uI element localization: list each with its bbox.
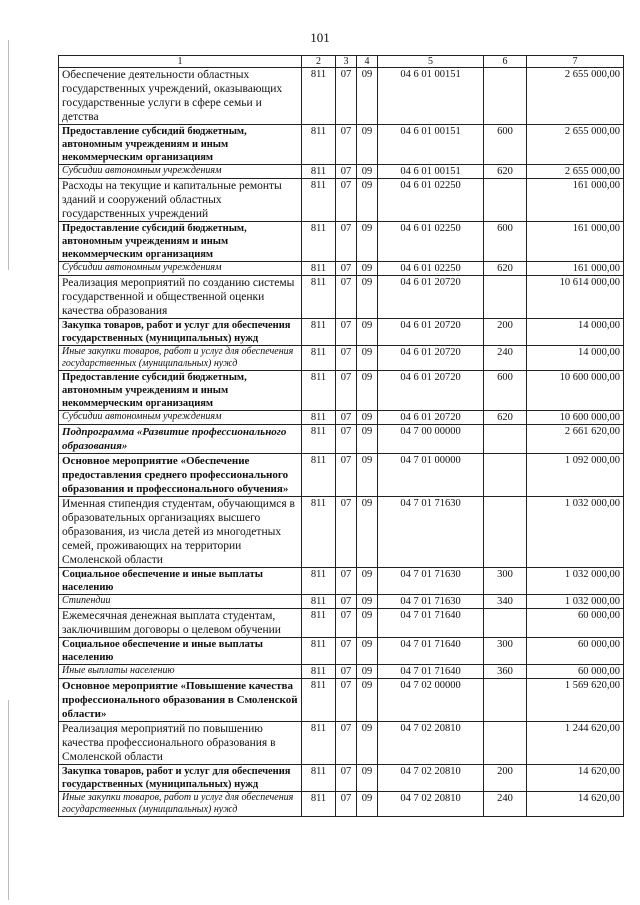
table-row xyxy=(59,638,624,665)
table-row xyxy=(59,679,624,722)
section-code-cell: 07 xyxy=(336,319,357,346)
expense-type-cell: 620 xyxy=(484,411,527,425)
column-header: 1 xyxy=(59,56,302,68)
ministry-code-cell: 811 xyxy=(302,346,336,371)
table-row xyxy=(59,792,624,817)
table-row xyxy=(59,165,624,179)
target-article-cell: 04 7 02 20810 xyxy=(378,792,484,817)
subsection-code-cell: 09 xyxy=(357,319,378,346)
row-name-cell: Предоставление субсидий бюджетным, автономным учреждениям и иным некоммерческим организациям xyxy=(59,125,302,165)
table-row xyxy=(59,765,624,792)
subsection-code-cell: 09 xyxy=(357,679,378,722)
row-name-cell: Закупка товаров, работ и услуг для обеспечения государственных (муниципальных) нужд xyxy=(59,319,302,346)
row-name-cell: Ежемесячная денежная выплата студентам, заключившим договоры о целевом обучении xyxy=(59,609,302,638)
scan-edge-line xyxy=(8,700,9,900)
table-row xyxy=(59,568,624,595)
section-code-cell: 07 xyxy=(336,454,357,497)
column-header: 7 xyxy=(527,56,624,68)
row-name-cell: Основное мероприятие «Повышение качества профессионального образования в Смоленской области» xyxy=(59,679,302,722)
ministry-code-cell: 811 xyxy=(302,722,336,765)
expense-type-cell: 300 xyxy=(484,568,527,595)
table-row xyxy=(59,722,624,765)
section-code-cell: 07 xyxy=(336,792,357,817)
row-name-cell: Предоставление субсидий бюджетным, автономным учреждениям и иным некоммерческим организациям xyxy=(59,222,302,262)
target-article-cell: 04 7 01 71630 xyxy=(378,568,484,595)
amount-cell: 1 092 000,00 xyxy=(527,454,624,497)
subsection-code-cell: 09 xyxy=(357,665,378,679)
target-article-cell: 04 7 02 20810 xyxy=(378,765,484,792)
amount-cell: 10 600 000,00 xyxy=(527,371,624,411)
expense-type-cell: 360 xyxy=(484,665,527,679)
row-name-cell: Реализация мероприятий по созданию системы государственной и общественной оценки качества образования xyxy=(59,276,302,319)
table-row xyxy=(59,454,624,497)
subsection-code-cell: 09 xyxy=(357,165,378,179)
column-header: 5 xyxy=(378,56,484,68)
table-row xyxy=(59,222,624,262)
expense-type-cell xyxy=(484,425,527,454)
table-row xyxy=(59,68,624,125)
target-article-cell: 04 6 01 02250 xyxy=(378,179,484,222)
target-article-cell: 04 7 00 00000 xyxy=(378,425,484,454)
row-name-cell: Субсидии автономным учреждениям xyxy=(59,411,302,425)
row-name-cell: Обеспечение деятельности областных государственных учреждений, оказывающих государственные услуги в сфере семьи и детства xyxy=(59,68,302,125)
amount-cell: 1 032 000,00 xyxy=(527,568,624,595)
target-article-cell: 04 6 01 00151 xyxy=(378,125,484,165)
expense-type-cell xyxy=(484,454,527,497)
column-header: 3 xyxy=(336,56,357,68)
row-name-cell: Подпрограмма «Развитие профессионального образования» xyxy=(59,425,302,454)
section-code-cell: 07 xyxy=(336,276,357,319)
ministry-code-cell: 811 xyxy=(302,665,336,679)
ministry-code-cell: 811 xyxy=(302,568,336,595)
table-row xyxy=(59,319,624,346)
section-code-cell: 07 xyxy=(336,568,357,595)
table-row xyxy=(59,595,624,609)
amount-cell: 14 620,00 xyxy=(527,765,624,792)
row-name-cell: Субсидии автономным учреждениям xyxy=(59,165,302,179)
expense-type-cell: 620 xyxy=(484,165,527,179)
row-name-cell: Социальное обеспечение и иные выплаты населению xyxy=(59,568,302,595)
subsection-code-cell: 09 xyxy=(357,497,378,568)
amount-cell: 161 000,00 xyxy=(527,179,624,222)
ministry-code-cell: 811 xyxy=(302,222,336,262)
expense-type-cell xyxy=(484,68,527,125)
expense-type-cell: 240 xyxy=(484,346,527,371)
target-article-cell: 04 6 01 20720 xyxy=(378,411,484,425)
ministry-code-cell: 811 xyxy=(302,371,336,411)
amount-cell: 60 000,00 xyxy=(527,609,624,638)
amount-cell: 2 661 620,00 xyxy=(527,425,624,454)
subsection-code-cell: 09 xyxy=(357,792,378,817)
target-article-cell: 04 7 01 71630 xyxy=(378,497,484,568)
row-name-cell: Именная стипендия студентам, обучающимся в образовательных организациях высшего образования, из числа детей из многодетных семей, проживающих на территории Смоленской области xyxy=(59,497,302,568)
expense-type-cell: 240 xyxy=(484,792,527,817)
amount-cell: 10 600 000,00 xyxy=(527,411,624,425)
section-code-cell: 07 xyxy=(336,125,357,165)
table-row xyxy=(59,609,624,638)
ministry-code-cell: 811 xyxy=(302,319,336,346)
ministry-code-cell: 811 xyxy=(302,497,336,568)
target-article-cell: 04 7 01 71640 xyxy=(378,665,484,679)
amount-cell: 2 655 000,00 xyxy=(527,125,624,165)
section-code-cell: 07 xyxy=(336,497,357,568)
row-name-cell: Реализация мероприятий по повышению качества профессионального образования в Смоленской области xyxy=(59,722,302,765)
row-name-cell: Иные выплаты населению xyxy=(59,665,302,679)
ministry-code-cell: 811 xyxy=(302,792,336,817)
table-row xyxy=(59,425,624,454)
ministry-code-cell: 811 xyxy=(302,595,336,609)
target-article-cell: 04 6 01 02250 xyxy=(378,222,484,262)
table-row xyxy=(59,262,624,276)
section-code-cell: 07 xyxy=(336,222,357,262)
budget-table xyxy=(58,55,624,817)
expense-type-cell: 340 xyxy=(484,595,527,609)
ministry-code-cell: 811 xyxy=(302,425,336,454)
table-row xyxy=(59,665,624,679)
section-code-cell: 07 xyxy=(336,179,357,222)
subsection-code-cell: 09 xyxy=(357,425,378,454)
column-header: 6 xyxy=(484,56,527,68)
table-row xyxy=(59,346,624,371)
column-header: 4 xyxy=(357,56,378,68)
subsection-code-cell: 09 xyxy=(357,638,378,665)
column-header-row xyxy=(59,56,624,68)
amount-cell: 1 032 000,00 xyxy=(527,595,624,609)
expense-type-cell: 600 xyxy=(484,371,527,411)
expense-type-cell: 620 xyxy=(484,262,527,276)
subsection-code-cell: 09 xyxy=(357,568,378,595)
ministry-code-cell: 811 xyxy=(302,638,336,665)
target-article-cell: 04 6 01 02250 xyxy=(378,262,484,276)
ministry-code-cell: 811 xyxy=(302,165,336,179)
row-name-cell: Иные закупки товаров, работ и услуг для обеспечения государственных (муниципальных) нужд xyxy=(59,346,302,371)
amount-cell: 10 614 000,00 xyxy=(527,276,624,319)
expense-type-cell xyxy=(484,276,527,319)
table-row xyxy=(59,125,624,165)
expense-type-cell: 600 xyxy=(484,125,527,165)
expense-type-cell xyxy=(484,722,527,765)
target-article-cell: 04 7 01 71640 xyxy=(378,638,484,665)
section-code-cell: 07 xyxy=(336,609,357,638)
target-article-cell: 04 6 01 20720 xyxy=(378,346,484,371)
expense-type-cell xyxy=(484,609,527,638)
expense-type-cell: 200 xyxy=(484,765,527,792)
amount-cell: 60 000,00 xyxy=(527,665,624,679)
target-article-cell: 04 6 01 00151 xyxy=(378,68,484,125)
section-code-cell: 07 xyxy=(336,411,357,425)
section-code-cell: 07 xyxy=(336,765,357,792)
ministry-code-cell: 811 xyxy=(302,276,336,319)
amount-cell: 161 000,00 xyxy=(527,262,624,276)
expense-type-cell: 200 xyxy=(484,319,527,346)
row-name-cell: Предоставление субсидий бюджетным, автономным учреждениям и иным некоммерческим организациям xyxy=(59,371,302,411)
amount-cell: 14 000,00 xyxy=(527,319,624,346)
table-row xyxy=(59,179,624,222)
row-name-cell: Стипендии xyxy=(59,595,302,609)
section-code-cell: 07 xyxy=(336,371,357,411)
target-article-cell: 04 6 01 20720 xyxy=(378,276,484,319)
row-name-cell: Расходы на текущие и капитальные ремонты зданий и сооружений областных государственных учреждений xyxy=(59,179,302,222)
ministry-code-cell: 811 xyxy=(302,179,336,222)
expense-type-cell: 300 xyxy=(484,638,527,665)
ministry-code-cell: 811 xyxy=(302,454,336,497)
row-name-cell: Основное мероприятие «Обеспечение предоставления среднего профессионального образования и профессионального обучения» xyxy=(59,454,302,497)
table-row xyxy=(59,497,624,568)
expense-type-cell xyxy=(484,679,527,722)
subsection-code-cell: 09 xyxy=(357,454,378,497)
section-code-cell: 07 xyxy=(336,679,357,722)
section-code-cell: 07 xyxy=(336,68,357,125)
target-article-cell: 04 7 02 20810 xyxy=(378,722,484,765)
amount-cell: 161 000,00 xyxy=(527,222,624,262)
subsection-code-cell: 09 xyxy=(357,765,378,792)
subsection-code-cell: 09 xyxy=(357,722,378,765)
section-code-cell: 07 xyxy=(336,262,357,276)
ministry-code-cell: 811 xyxy=(302,679,336,722)
subsection-code-cell: 09 xyxy=(357,609,378,638)
amount-cell: 2 655 000,00 xyxy=(527,165,624,179)
target-article-cell: 04 6 01 20720 xyxy=(378,319,484,346)
target-article-cell: 04 7 01 71630 xyxy=(378,595,484,609)
amount-cell: 14 620,00 xyxy=(527,792,624,817)
ministry-code-cell: 811 xyxy=(302,68,336,125)
expense-type-cell: 600 xyxy=(484,222,527,262)
amount-cell: 1 032 000,00 xyxy=(527,497,624,568)
subsection-code-cell: 09 xyxy=(357,125,378,165)
column-header: 2 xyxy=(302,56,336,68)
row-name-cell: Иные закупки товаров, работ и услуг для обеспечения государственных (муниципальных) нужд xyxy=(59,792,302,817)
subsection-code-cell: 09 xyxy=(357,179,378,222)
subsection-code-cell: 09 xyxy=(357,222,378,262)
page-number: 101 xyxy=(310,30,330,45)
subsection-code-cell: 09 xyxy=(357,276,378,319)
scan-edge-line xyxy=(8,40,9,270)
target-article-cell: 04 7 01 00000 xyxy=(378,454,484,497)
section-code-cell: 07 xyxy=(336,722,357,765)
row-name-cell: Социальное обеспечение и иные выплаты населению xyxy=(59,638,302,665)
target-article-cell: 04 7 01 71640 xyxy=(378,609,484,638)
ministry-code-cell: 811 xyxy=(302,125,336,165)
table-row xyxy=(59,371,624,411)
row-name-cell: Субсидии автономным учреждениям xyxy=(59,262,302,276)
section-code-cell: 07 xyxy=(336,595,357,609)
expense-type-cell xyxy=(484,497,527,568)
ministry-code-cell: 811 xyxy=(302,609,336,638)
section-code-cell: 07 xyxy=(336,665,357,679)
amount-cell: 2 655 000,00 xyxy=(527,68,624,125)
target-article-cell: 04 6 01 20720 xyxy=(378,371,484,411)
amount-cell: 60 000,00 xyxy=(527,638,624,665)
subsection-code-cell: 09 xyxy=(357,411,378,425)
row-name-cell: Закупка товаров, работ и услуг для обеспечения государственных (муниципальных) нужд xyxy=(59,765,302,792)
amount-cell: 1 569 620,00 xyxy=(527,679,624,722)
subsection-code-cell: 09 xyxy=(357,595,378,609)
section-code-cell: 07 xyxy=(336,346,357,371)
subsection-code-cell: 09 xyxy=(357,371,378,411)
table-row xyxy=(59,276,624,319)
expense-type-cell xyxy=(484,179,527,222)
table-row xyxy=(59,411,624,425)
section-code-cell: 07 xyxy=(336,425,357,454)
ministry-code-cell: 811 xyxy=(302,411,336,425)
subsection-code-cell: 09 xyxy=(357,68,378,125)
section-code-cell: 07 xyxy=(336,638,357,665)
ministry-code-cell: 811 xyxy=(302,262,336,276)
subsection-code-cell: 09 xyxy=(357,262,378,276)
amount-cell: 14 000,00 xyxy=(527,346,624,371)
target-article-cell: 04 6 01 00151 xyxy=(378,165,484,179)
subsection-code-cell: 09 xyxy=(357,346,378,371)
target-article-cell: 04 7 02 00000 xyxy=(378,679,484,722)
section-code-cell: 07 xyxy=(336,165,357,179)
amount-cell: 1 244 620,00 xyxy=(527,722,624,765)
ministry-code-cell: 811 xyxy=(302,765,336,792)
